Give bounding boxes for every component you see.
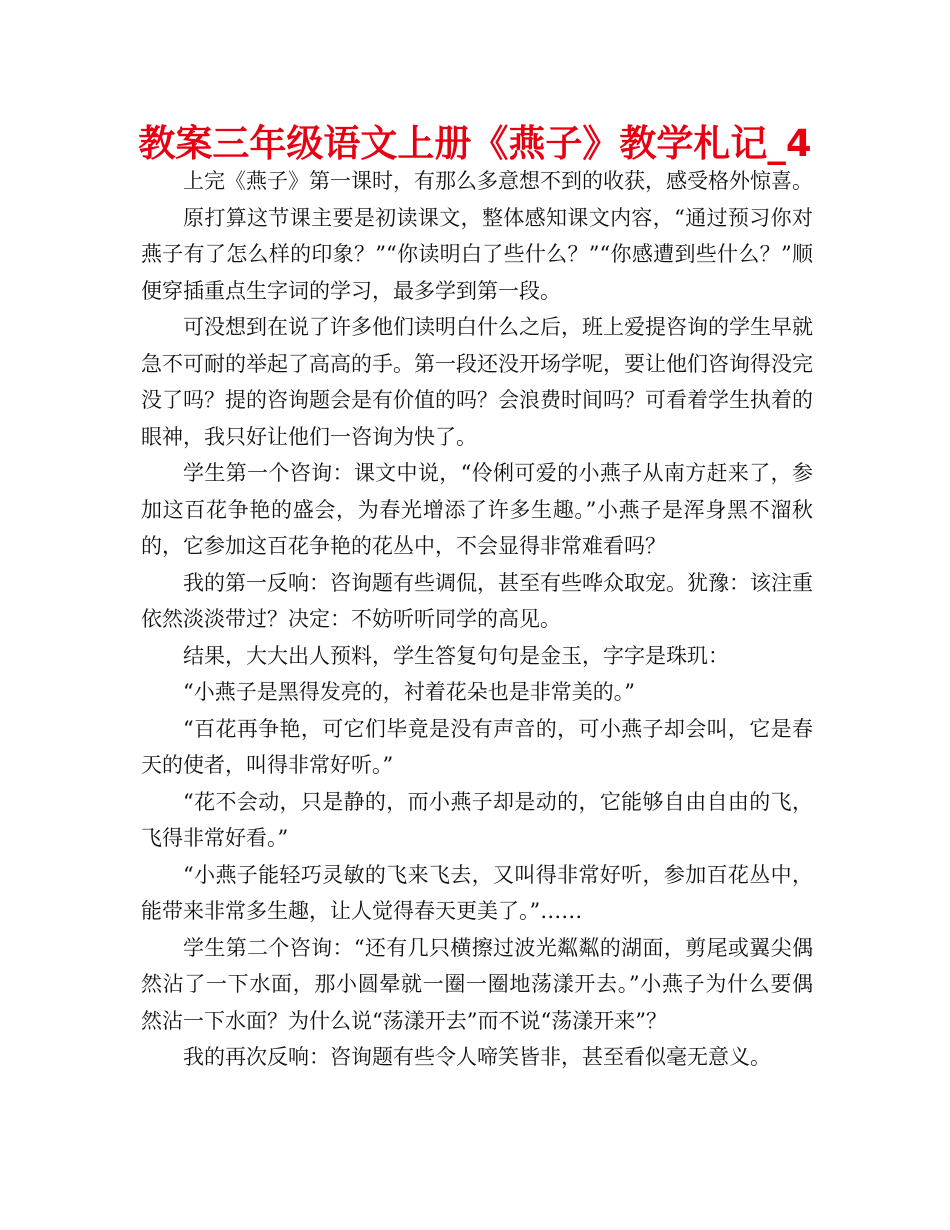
paragraph: 可没想到在说了许多他们读明白什么之后，班上爱提咨询的学生早就急不可耐的举起了高高的手。第一段还没开场学呢，要让他们咨询得没完没了吗？提的咨询题会是有价值的吗？会浪费时间吗？可看着学生执着的眼神，我只好让他们一咨询为快了。	[141, 315, 813, 449]
quote-paragraph: “小燕子能轻巧灵敏的飞来飞去，又叫得非常好听，参加百花丛中，能带来非常多生趣，让人觉得春天更美了。”……	[141, 862, 813, 923]
paragraph: 结果，大大出人预料，学生答复句句是金玉，字字是珠玑：	[183, 643, 729, 668]
paragraph: 学生第二个咨询：“还有几只横擦过波光粼粼的湖面，剪尾或翼尖偶然沾了一下水面，那小圆晕就一圈一圈地荡漾开去。”小燕子为什么要偶然沾一下水面？为什么说“荡漾开去”而不说“荡漾开来”？	[141, 935, 813, 1033]
document-title: 教案三年级语文上册《燕子》教学札记_4	[138, 122, 812, 165]
paragraph: 我的第一反响：咨询题有些调侃，甚至有些哗众取宠。犹豫：该注重依然淡淡带过？决定：不妨听听同学的高见。	[141, 570, 813, 631]
paragraph: 上完《燕子》第一课时，有那么多意想不到的收获，感受格外惊喜。	[183, 169, 813, 193]
quote-paragraph: “花不会动，只是静的，而小燕子却是动的，它能够自由自由的飞，飞得非常好看。”	[141, 789, 813, 850]
document-body	[141, 163, 813, 1076]
quote-paragraph: “小燕子是黑得发亮的，衬着花朵也是非常美的。”	[183, 680, 635, 704]
paragraph: 我的再次反响：咨询题有些令人啼笑皆非，甚至看似毫无意义。	[183, 1045, 771, 1069]
paragraph: 原打算这节课主要是初读课文，整体感知课文内容，“通过预习你对燕子有了怎么样的印象？”“你读明白了些什么？”“你感遭到些什么？”顺便穿插重点生字词的学习，最多学到第一段。	[141, 205, 813, 303]
paragraph: 学生第一个咨询：课文中说，“伶俐可爱的小燕子从南方赶来了，参加这百花争艳的盛会，为春光增添了许多生趣。”小燕子是浑身黑不溜秋的，它参加这百花争艳的花丛中，不会显得非常难看吗？	[141, 461, 813, 558]
quote-paragraph: “百花再争艳，可它们毕竟是没有声音的，可小燕子却会叫，它是春天的使者，叫得非常好听。”	[141, 716, 813, 777]
